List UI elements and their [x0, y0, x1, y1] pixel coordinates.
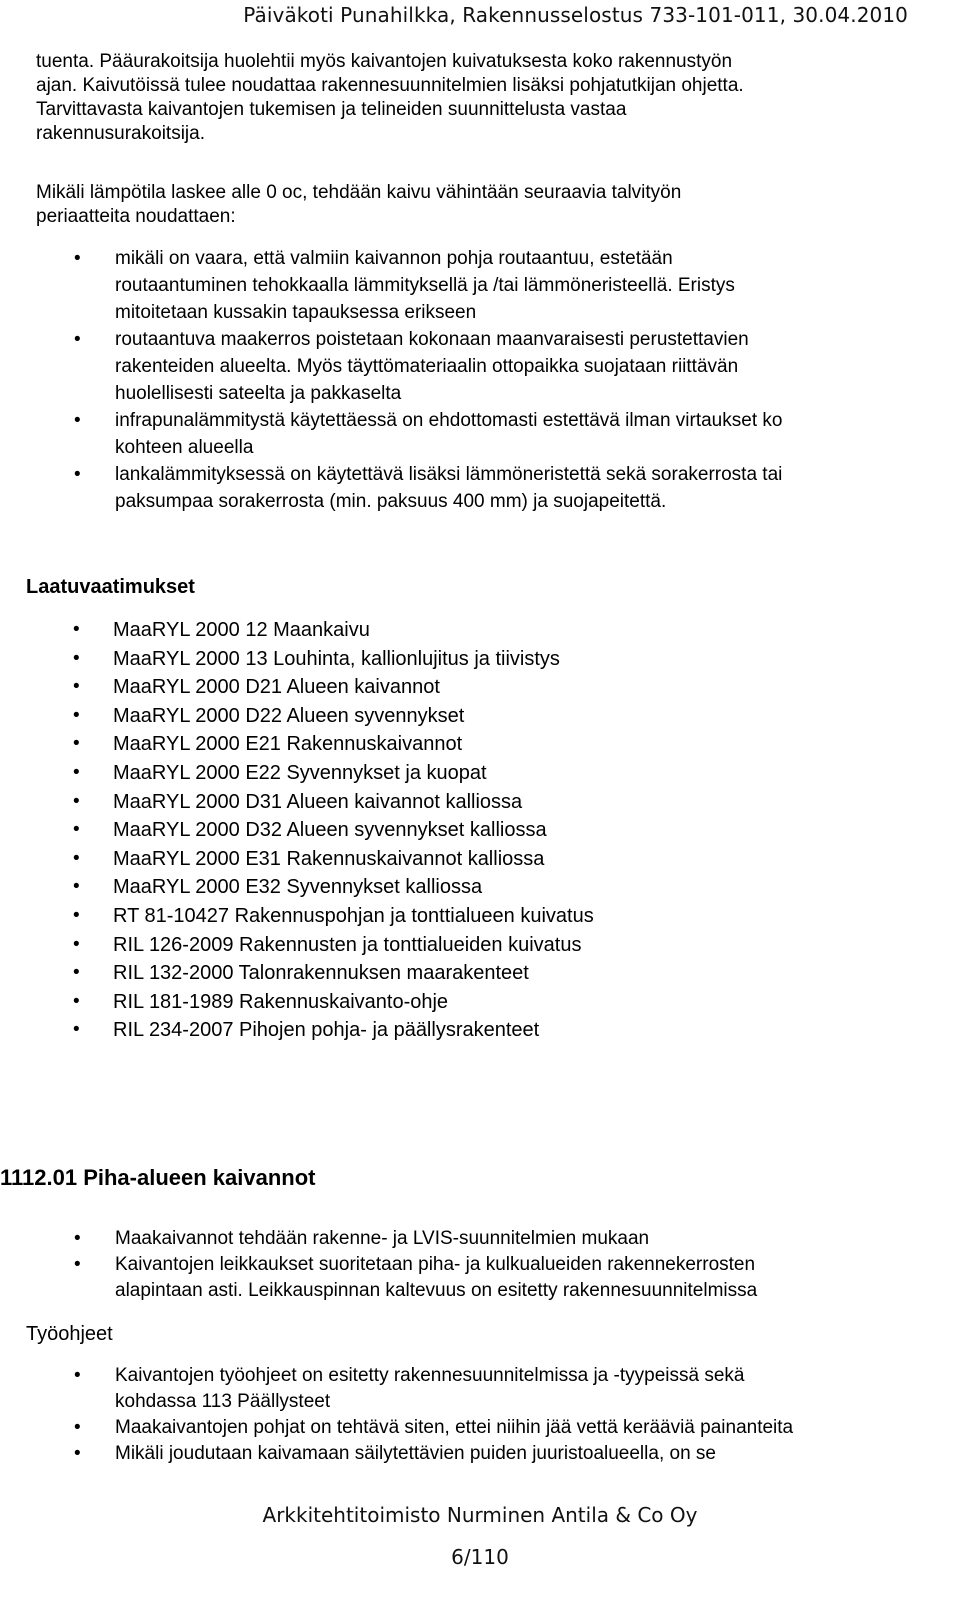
list-item: • Mikäli joudutaan kaivamaan säilytettävien puiden juuristoalueella, on se	[115, 1441, 945, 1467]
winter-intro-paragraph	[36, 181, 941, 229]
list-item: • Kaivantojen leikkaukset suoritetaan piha- ja kulkualueiden rakennekerrosten alapintaan asti. Leikkauspinnan kaltevuus on esitetty rakennesuunnitelmissa	[115, 1252, 945, 1304]
list-item: • MaaRYL 2000 E31 Rakennuskaivannot kalliossa	[113, 845, 933, 874]
list-item: • MaaRYL 2000 13 Louhinta, kallionlujitus ja tiivistys	[113, 645, 933, 674]
page-number: 6/110	[451, 1545, 509, 1569]
list-item: • RIL 126-2009 Rakennusten ja tonttialueiden kuivatus	[113, 931, 933, 960]
quality-requirements-list	[113, 616, 933, 1045]
intro-line: ajan. Kaivutöissä tulee noudattaa rakennesuunnitelmien lisäksi pohjatutkijan ohjetta.	[36, 75, 744, 96]
list-item: • infrapunalämmitystä käytettäessä on ehdottomasti estettävä ilman virtaukset ko kohteen alueella	[115, 407, 945, 461]
list-item: • MaaRYL 2000 E22 Syvennykset ja kuopat	[113, 759, 933, 788]
list-item: • MaaRYL 2000 D32 Alueen syvennykset kalliossa	[113, 816, 933, 845]
list-item: • MaaRYL 2000 E21 Rakennuskaivannot	[113, 730, 933, 759]
list-item: • RIL 234-2007 Pihojen pohja- ja päällysrakenteet	[113, 1016, 933, 1045]
list-item: • RT 81-10427 Rakennuspohjan ja tonttialueen kuivatus	[113, 902, 933, 931]
intro-line: rakennusurakoitsija.	[36, 123, 205, 144]
page-header: Päiväkoti Punahilkka, Rakennusselostus 733-101-011, 30.04.2010	[243, 3, 908, 27]
list-item: • MaaRYL 2000 12 Maankaivu	[113, 616, 933, 645]
winter-intro-line: Mikäli lämpötila laskee alle 0 oc, tehdään kaivu vähintään seuraavia talvityön	[36, 182, 682, 203]
list-item: • RIL 181-1989 Rakennuskaivanto-ohje	[113, 988, 933, 1017]
work-instructions-list	[115, 1363, 945, 1467]
section-list	[115, 1226, 945, 1304]
footer-company: Arkkitehtitoimisto Nurminen Antila & Co Oy	[262, 1503, 698, 1527]
list-item: • MaaRYL 2000 D31 Alueen kaivannot kalliossa	[113, 788, 933, 817]
list-item: • Maakaivantojen pohjat on tehtävä siten, ettei niihin jää vettä kerääviä painanteita	[115, 1415, 945, 1441]
work-instructions-heading: Työohjeet	[26, 1323, 113, 1345]
intro-paragraph	[36, 50, 941, 146]
list-item: • MaaRYL 2000 E32 Syvennykset kalliossa	[113, 873, 933, 902]
list-item: • MaaRYL 2000 D22 Alueen syvennykset	[113, 702, 933, 731]
section-heading: 1112.01 Piha-alueen kaivannot	[0, 1165, 316, 1190]
intro-line: tuenta. Pääurakoitsija huolehtii myös kaivantojen kuivatuksesta koko rakennustyön	[36, 51, 733, 72]
list-item: • routaantuva maakerros poistetaan kokonaan maanvaraisesti perustettavien rakenteiden alueelta. Myös täyttömateriaalin ottopaikka suojataan riittävän huolellisesti sateelta ja pakkaselta	[115, 326, 945, 407]
winter-work-list	[115, 245, 945, 515]
list-item: • Kaivantojen työohjeet on esitetty rakennesuunnitelmissa ja -tyypeissä sekä kohdassa 113 Päällysteet	[115, 1363, 945, 1415]
winter-intro-line: periaatteita noudattaen:	[36, 206, 236, 227]
quality-heading: Laatuvaatimukset	[26, 576, 195, 598]
intro-line: Tarvittavasta kaivantojen tukemisen ja telineiden suunnittelusta vastaa	[36, 99, 627, 120]
list-item: • Maakaivannot tehdään rakenne- ja LVIS-suunnitelmien mukaan	[115, 1226, 945, 1252]
list-item: • MaaRYL 2000 D21 Alueen kaivannot	[113, 673, 933, 702]
list-item: • lankalämmityksessä on käytettävä lisäksi lämmöneristettä sekä sorakerrosta tai paksumpaa sorakerrosta (min. paksuus 400 mm) ja suojapeitettä.	[115, 461, 945, 515]
list-item: • RIL 132-2000 Talonrakennuksen maarakenteet	[113, 959, 933, 988]
list-item: • mikäli on vaara, että valmiin kaivannon pohja routaantuu, estetään routaantuminen tehokkaalla lämmityksellä ja /tai lämmöneristeellä. Eristys mitoitetaan kussakin tapauksessa erikseen	[115, 245, 945, 326]
